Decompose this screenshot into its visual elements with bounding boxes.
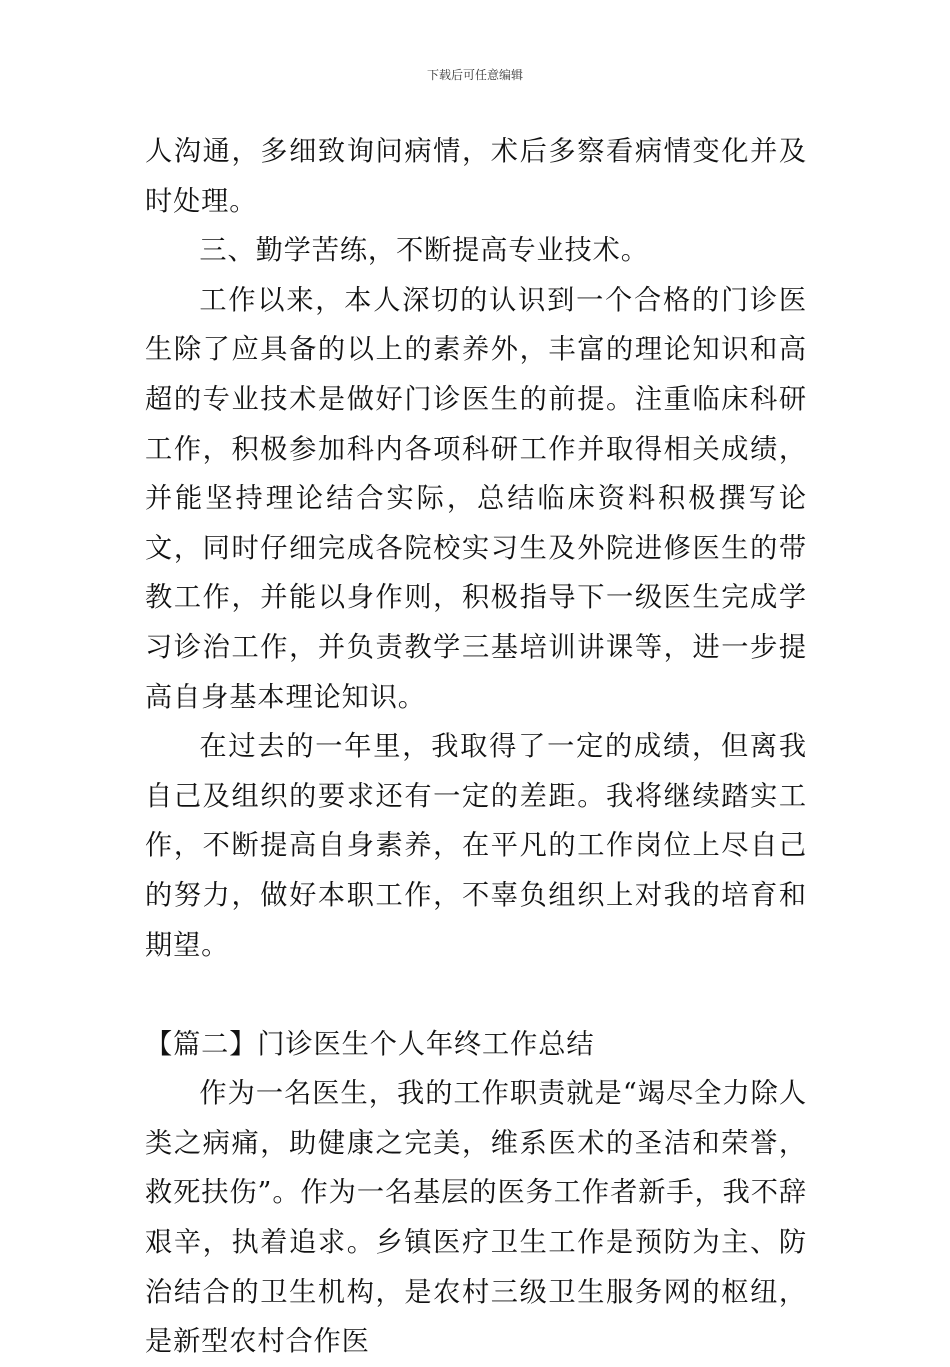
paragraph-continuation: 人沟通，多细致询问病情，术后多察看病情变化并及时处理。 <box>145 136 807 217</box>
paragraph-professional-skills: 工作以来，本人深切的认识到一个合格的门诊医生除了应具备的以上的素养外，丰富的理论知识和高超的专业技术是做好门诊医生的前提。注重临床科研工作，积极参加科内各项科研工作并取得相关成绩，并能坚持理论结合实际，总结临床资料积极撰写论文，同时仔细完成各院校实习生及外院进修医生的带教工作，并能以身作则，积极指导下一级医生完成学习诊治工作，并负责教学三基培训讲课等，进一步提高自身基本理论知识。 <box>145 284 807 713</box>
header-note: 下载后可任意编辑 <box>426 68 523 82</box>
document-body <box>145 127 807 1367</box>
paragraph-heading-three: 三、勤学苦练，不断提高专业技术。 <box>199 235 649 267</box>
paragraph-doctor-duty: 作为一名医生，我的工作职责就是“竭尽全力除人类之病痛，助健康之完美，维系医术的圣洁和荣誉，救死扶伤”。作为一名基层的医务工作者新手，我不辞艰辛，执着追求。乡镇医疗卫生工作是预防为主、防治结合的卫生机构，是农村三级卫生服务网的枢纽，是新型农村合作医 <box>145 1078 807 1358</box>
paragraph-spacer <box>145 970 807 1020</box>
section-title: 【篇二】门诊医生个人年终工作总结 <box>145 1028 595 1060</box>
paragraph-year-summary: 在过去的一年里，我取得了一定的成绩，但离我自己及组织的要求还有一定的差距。我将继续踏实工作，不断提高自身素养，在平凡的工作岗位上尽自己的努力，做好本职工作，不辜负组织上对我的培育和期望。 <box>145 731 807 961</box>
